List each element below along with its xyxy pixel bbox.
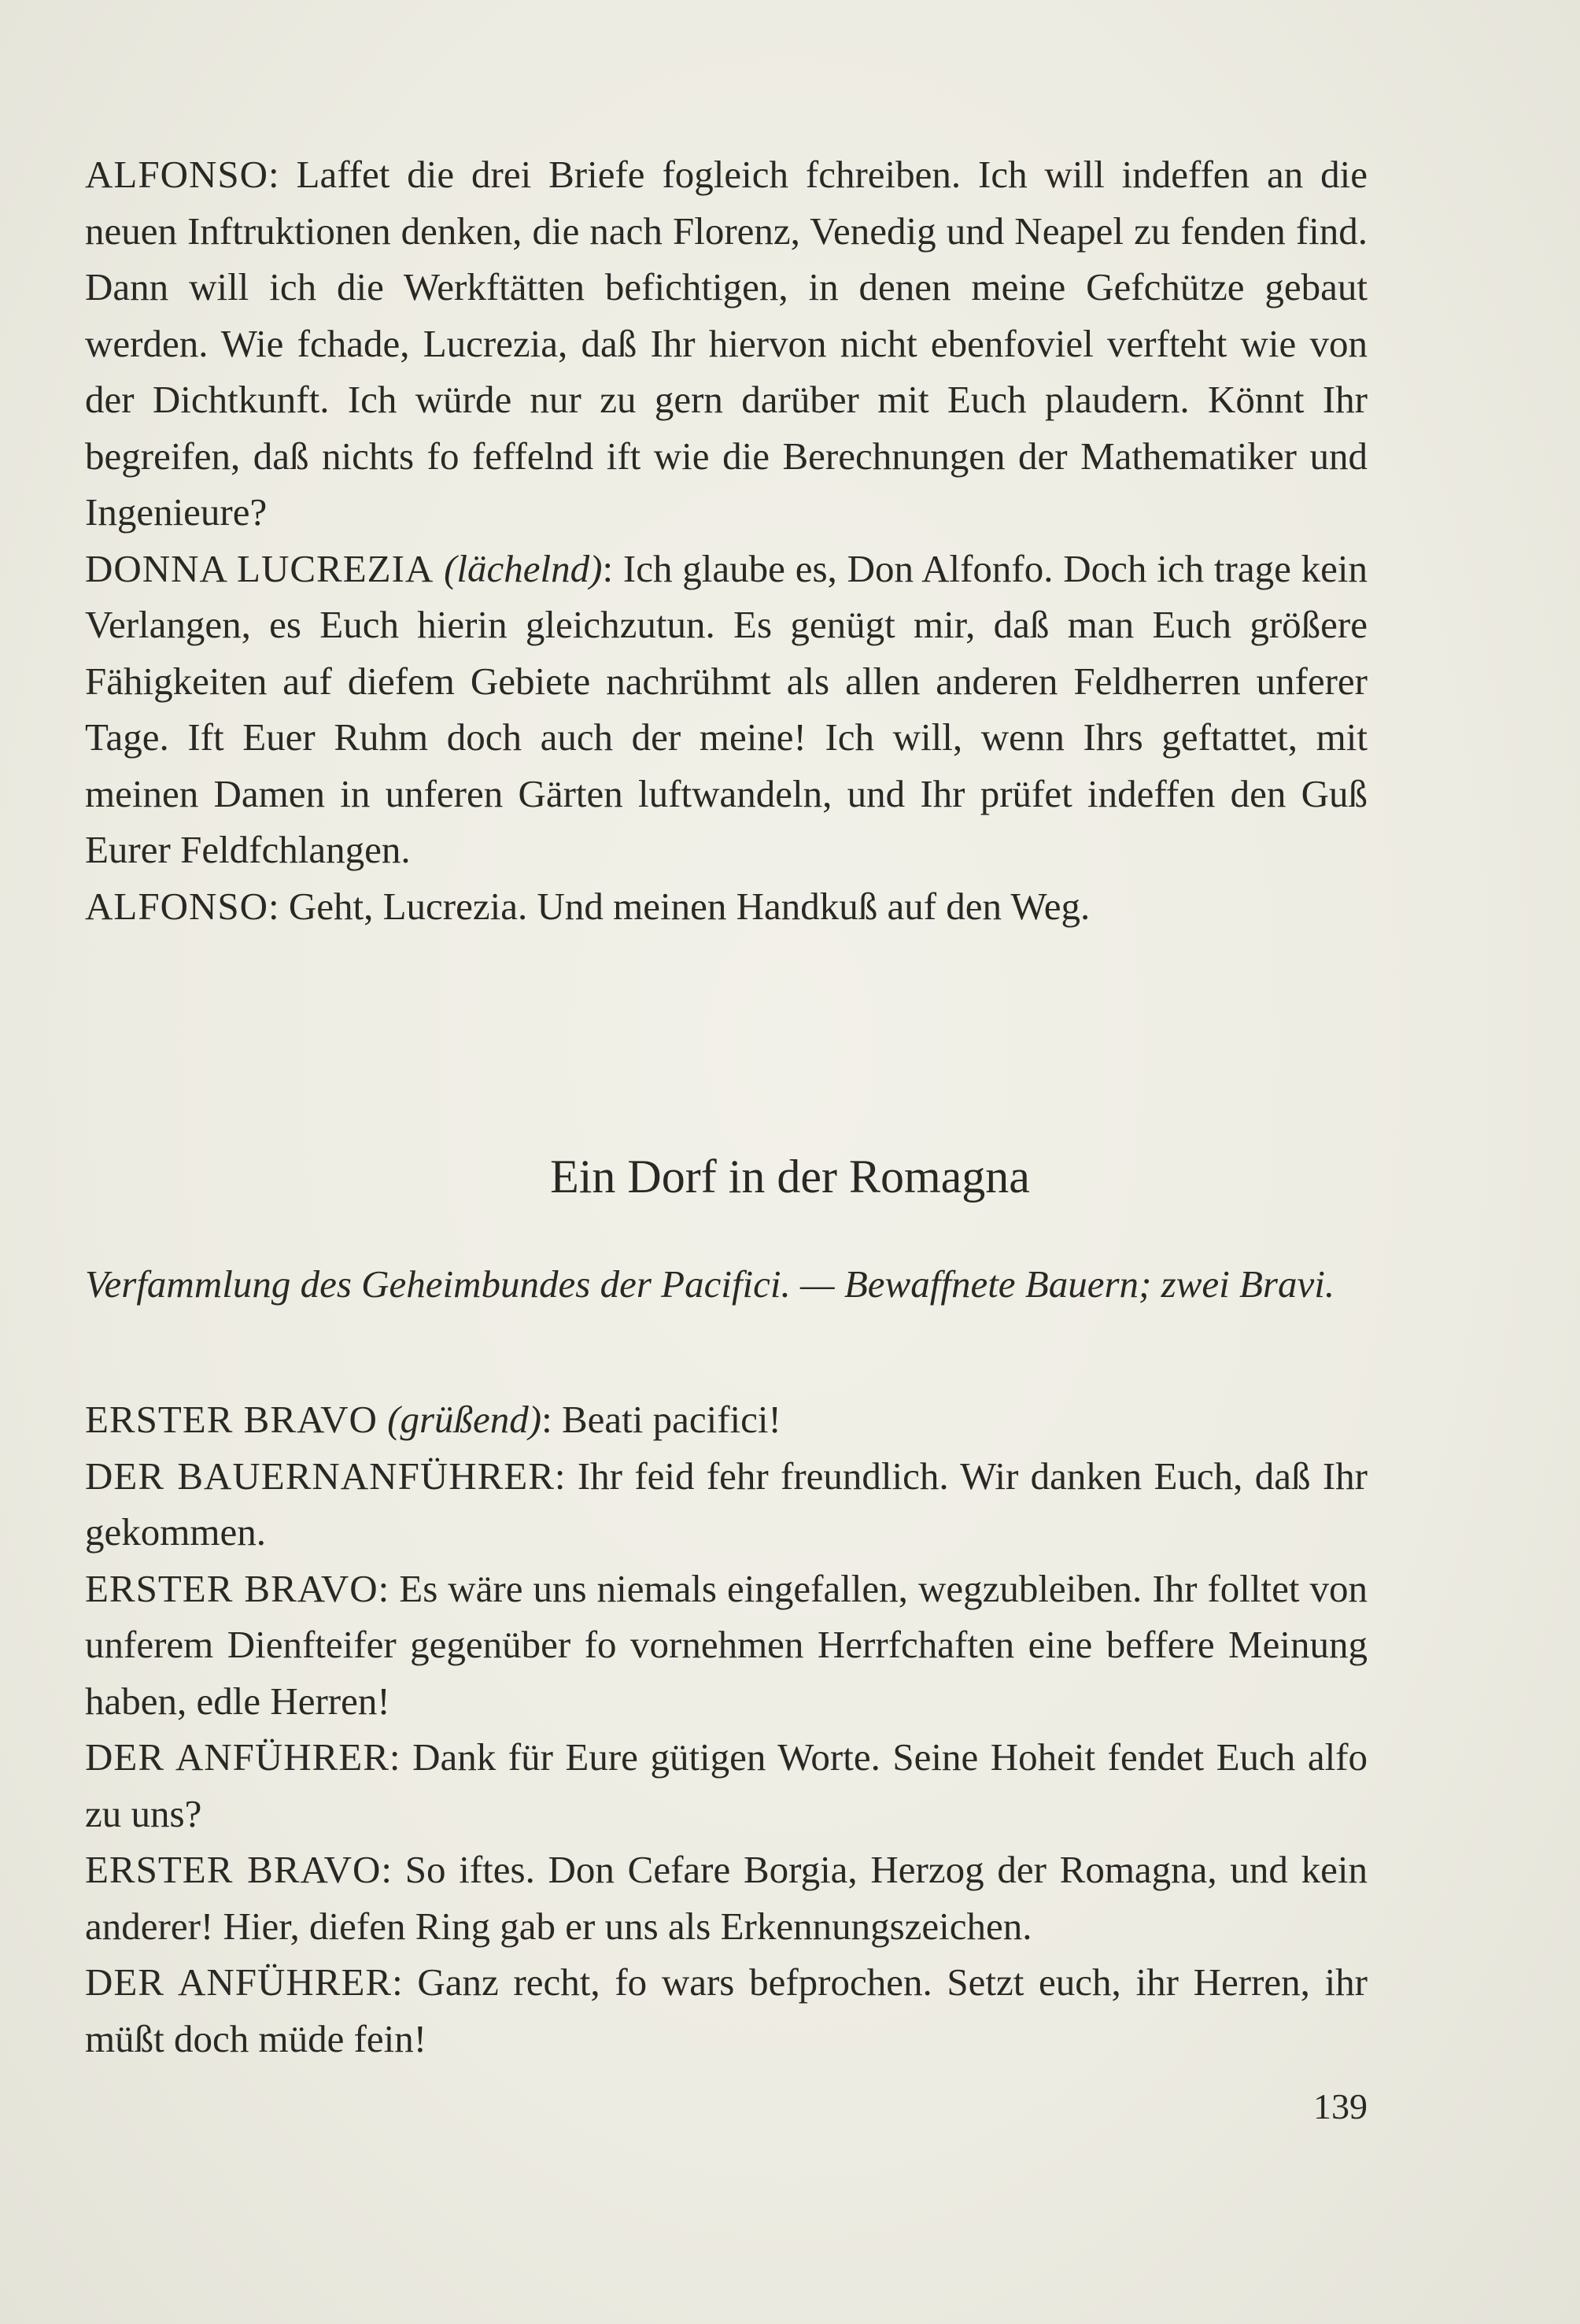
speech-anfuehrer-1: DER ANFÜHRER: Dank für Eure gütigen Worte. Seine Hoheit fendet Euch alfo zu uns?: [85, 1735, 1368, 1835]
speaker-name: ALFONSO: [85, 153, 268, 196]
dialogue-block-lower: [85, 1391, 1368, 2067]
speech-lucrezia: DONNA LUCREZIA (lächelnd): Ich glaube es, Don Alfonfo. Doch ich trage kein Verlangen, es Euch hierin gleichzutun. Es genügt mir, daß man Euch größere Fähigkeiten auf diefem Gebiete nachrühmt als allen anderen Feldherren unferer Tage. Ift Euer Ruhm doch auch der meine! Ich will, wenn Ihrs geftattet, mit meinen Damen in unferen Gärten luftwandeln, und Ihr prüfet indeffen den Guß Eurer Feldfchlangen.: [85, 546, 1368, 871]
speech-text: Ihr feid fehr freundlich. Wir danken Euch, daß Ihr gekommen.: [85, 1454, 1368, 1554]
speaker-name: DONNA LUCREZIA: [85, 546, 434, 590]
speech-text: So iftes. Don Cefare Borgia, Herzog der Romagna, und kein anderer! Hier, diefen Ring gab er uns als Erkennungszeichen.: [85, 1848, 1368, 1948]
speech-bravo-2: ERSTER BRAVO: Es wäre uns niemals eingefallen, wegzubleiben. Ihr folltet von unferem Dienfteifer gegenüber fo vornehmen Herrfchaften eine beffere Meinung haben, edle Herren!: [85, 1566, 1368, 1723]
speech-text: Ganz recht, fo wars befprochen. Setzt euch, ihr Herren, ihr müßt doch müde fein!: [85, 1960, 1368, 2060]
speech-alfonso-2: ALFONSO: Geht, Lucrezia. Und meinen Handkuß auf den Weg.: [85, 884, 1091, 928]
speaker-name: DER ANFÜHRER: [85, 1735, 389, 1779]
speech-text: Geht, Lucrezia. Und meinen Handkuß auf den Weg.: [288, 884, 1091, 928]
speaker-name: ERSTER BRAVO: [85, 1848, 382, 1891]
speech-text: Laffet die drei Briefe fogleich fchreiben. Ich will indeffen an die neuen Inftruktionen denken, die nach Florenz, Venedig und Neapel zu fenden find. Dann will ich die Werkftätten befichtigen, in denen meine Gefchütze gebaut werden. Wie fchade, Lucrezia, daß Ihr hiervon nicht ebenfoviel verfteht wie von der Dichtkunft. Ich würde nur zu gern darüber mit Euch plaudern. Könnt Ihr begreifen, daß nichts fo feffelnd ift wie die Berechnungen der Mathematiker und Ingenieure?: [85, 153, 1368, 534]
speech-alfonso-1: ALFONSO: Laffet die drei Briefe fogleich fchreiben. Ich will indeffen an die neuen Inftruktionen denken, die nach Florenz, Venedig und Neapel zu fenden find. Dann will ich die Werkftätten befichtigen, in denen meine Gefchütze gebaut werden. Wie fchade, Lucrezia, daß Ihr hiervon nicht ebenfoviel verfteht wie von der Dichtkunft. Ich würde nur zu gern darüber mit Euch plaudern. Könnt Ihr begreifen, daß nichts fo feffelnd ift wie die Berechnungen der Mathematiker und Ingenieure?: [85, 153, 1368, 534]
speaker-name: ERSTER BRAVO: [85, 1398, 378, 1441]
speech-text: Es wäre uns niemals eingefallen, wegzubleiben. Ihr folltet von unferem Dienfteifer gegenüber fo vornehmen Herrfchaften eine beffere Meinung haben, edle Herren!: [85, 1566, 1368, 1723]
dialogue-block-upper: [85, 146, 1368, 934]
speech-bravo-3: ERSTER BRAVO: So iftes. Don Cefare Borgia, Herzog der Romagna, und kein anderer! Hier, diefen Ring gab er uns als Erkennungszeichen.: [85, 1848, 1368, 1948]
stage-direction: (lächelnd): [444, 546, 603, 590]
speech-text: Ich glaube es, Don Alfonfo. Doch ich trage kein Verlangen, es Euch hierin gleichzutun. Es genügt mir, daß man Euch größere Fähigkeiten auf diefem Gebiete nachrühmt als allen anderen Feldherren unferer Tage. Ift Euer Ruhm doch auch der meine! Ich will, wenn Ihrs geftattet, mit meinen Damen in unferen Gärten luftwandeln, und Ihr prüfet indeffen den Guß Eurer Feldfchlangen.: [85, 546, 1368, 871]
page-number: 139: [1313, 2086, 1368, 2126]
speech-text: Beati pacifici!: [561, 1398, 781, 1441]
speaker-name: DER BAUERNANFÜHRER: [85, 1454, 555, 1498]
speech-text: Dank für Eure gütigen Worte. Seine Hoheit fendet Euch alfo zu uns?: [85, 1735, 1368, 1835]
scene-description: Verfammlung des Geheimbundes der Pacifici. — Bewaffnete Bauern; zwei Bravi.: [85, 1262, 1335, 1306]
speaker-name: DER ANFÜHRER: [85, 1960, 393, 2004]
speech-anfuehrer-2: DER ANFÜHRER: Ganz recht, fo wars befprochen. Setzt euch, ihr Herren, ihr müßt doch müde fein!: [85, 1960, 1368, 2060]
speech-bauernanfuehrer: DER BAUERNANFÜHRER: Ihr feid fehr freundlich. Wir danken Euch, daß Ihr gekommen.: [85, 1454, 1368, 1554]
speaker-name: ERSTER BRAVO: [85, 1566, 378, 1610]
speaker-name: ALFONSO: [85, 884, 268, 928]
stage-direction: (grüßend): [387, 1398, 542, 1441]
scene-heading: Ein Dorf in der Romagna: [550, 1151, 1030, 1203]
speech-bravo-1: ERSTER BRAVO (grüßend): Beati pacifici!: [85, 1398, 781, 1441]
